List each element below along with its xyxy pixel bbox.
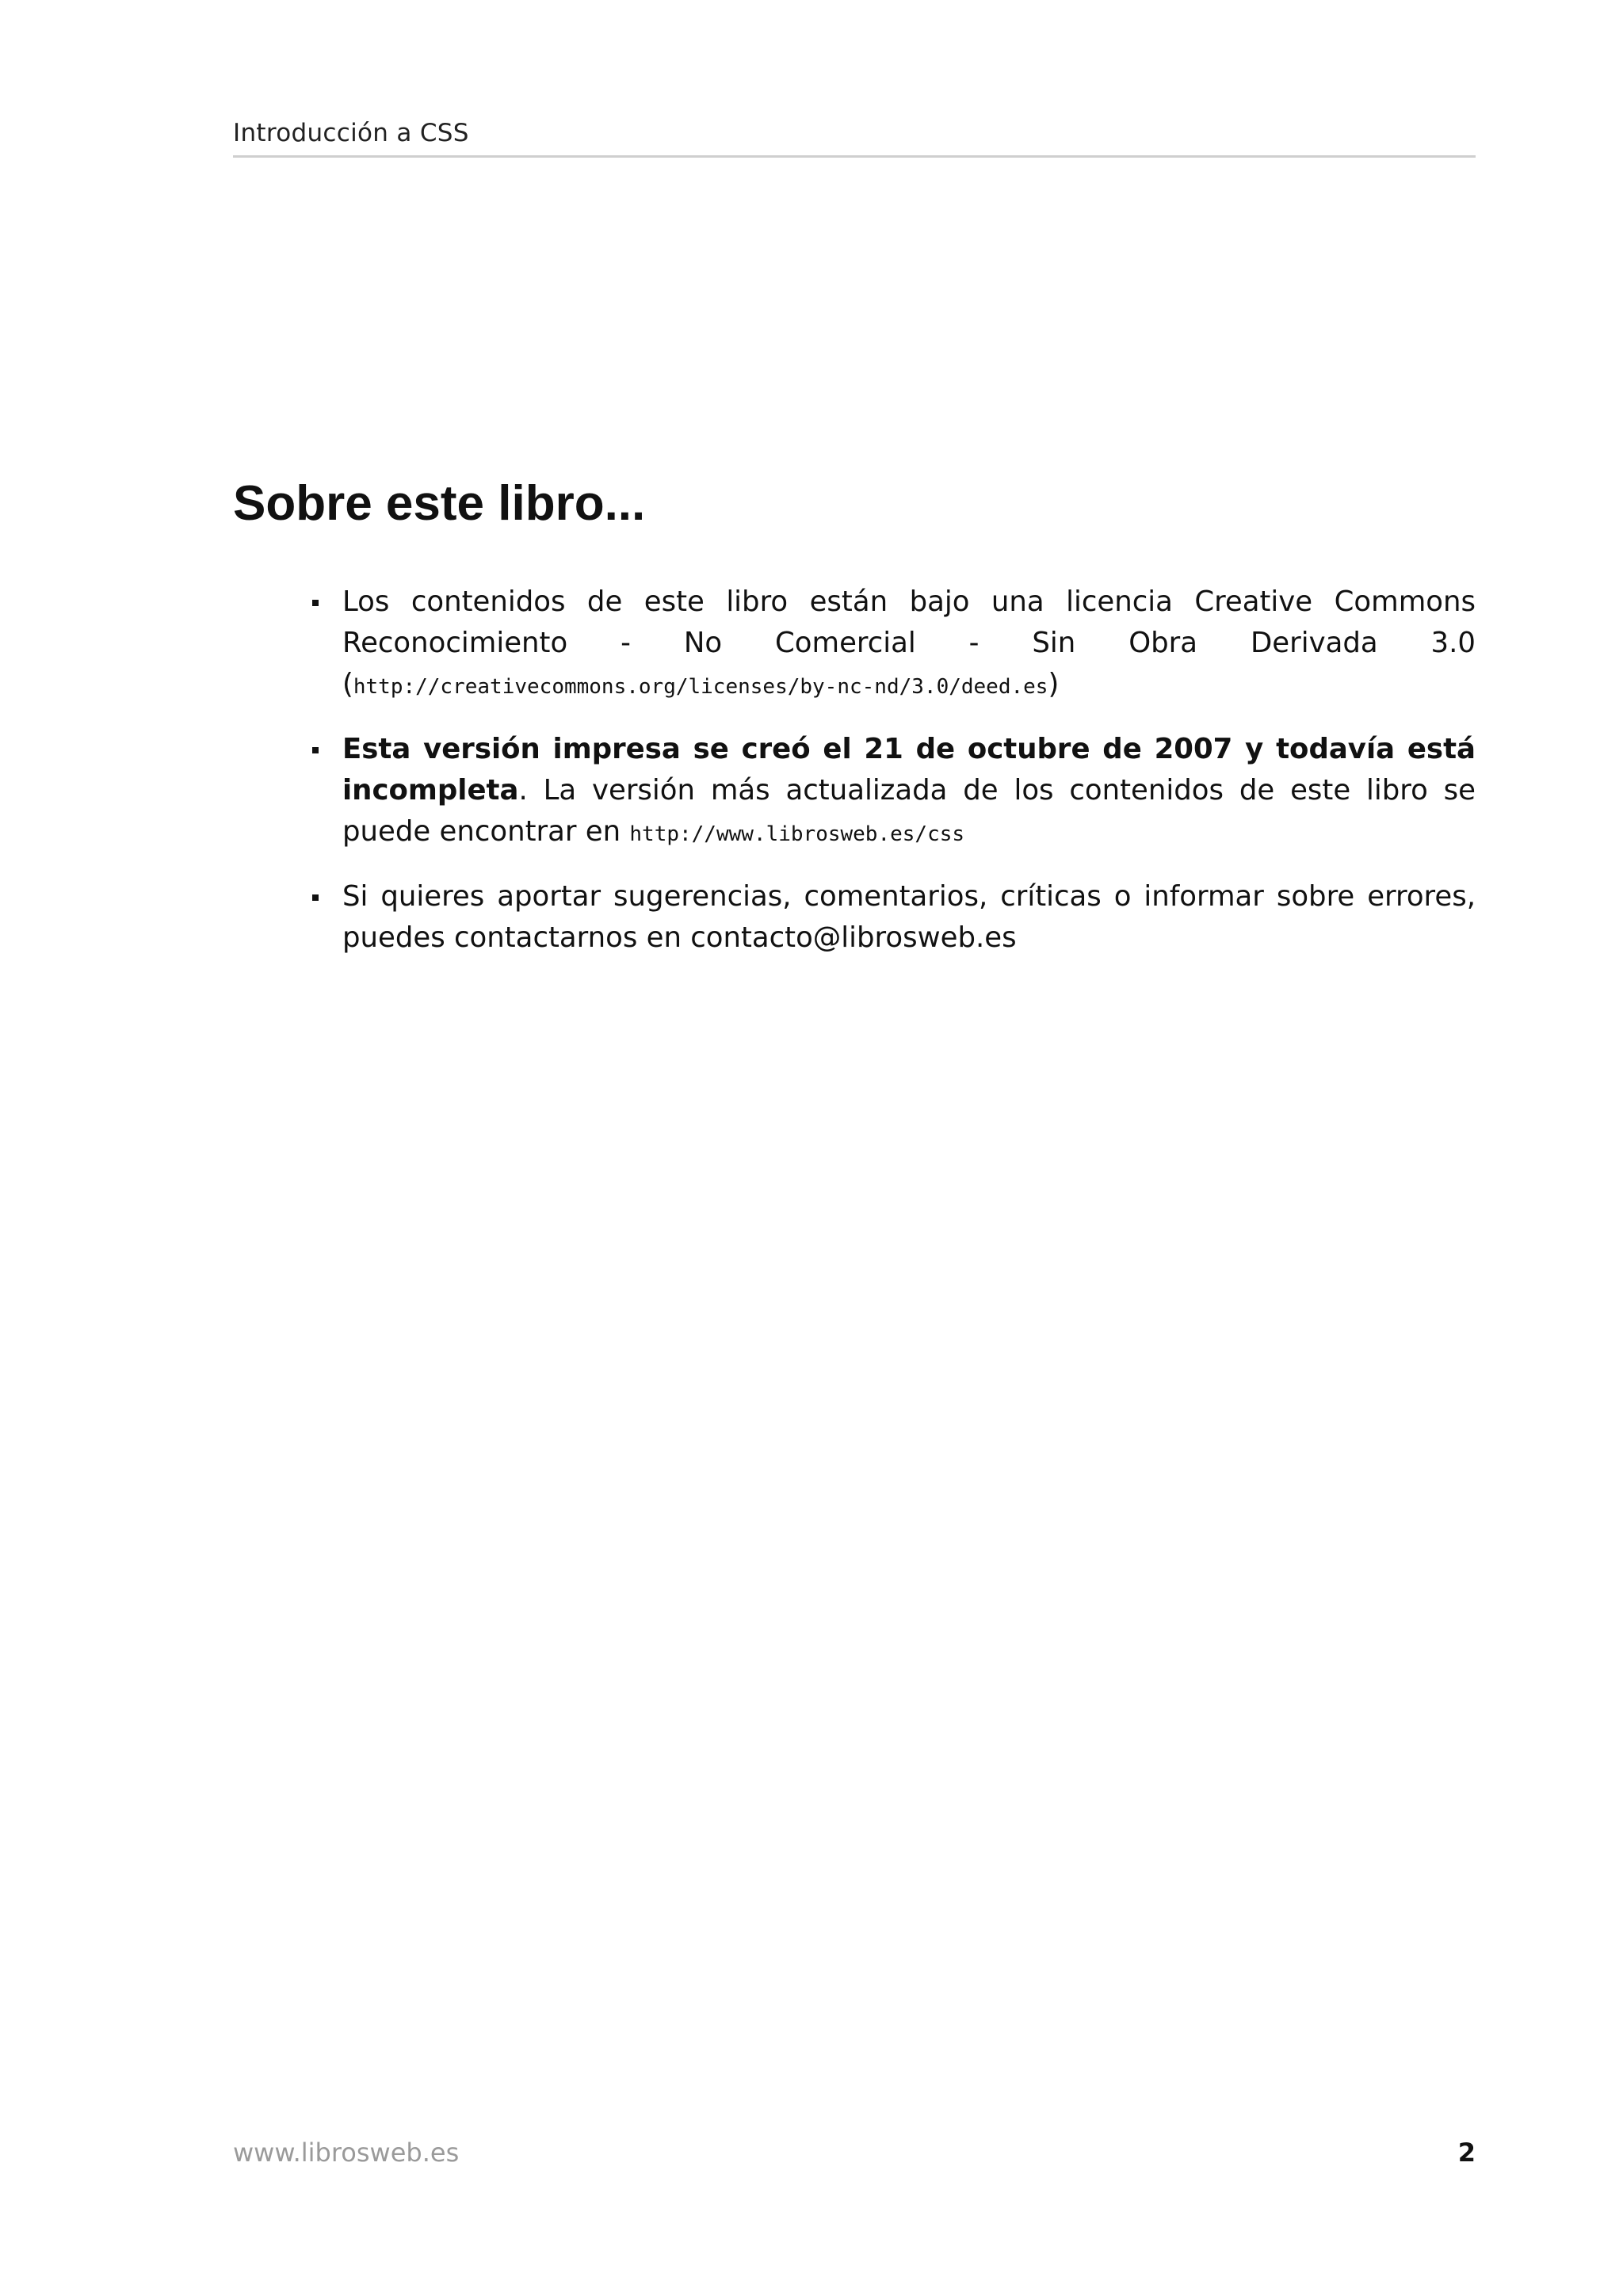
- bullet-list: [342, 582, 1476, 980]
- page-number: 2: [1457, 2138, 1476, 2168]
- square-bullet-icon: [312, 747, 319, 753]
- footer-site: www.librosweb.es: [233, 2138, 460, 2168]
- square-bullet-icon: [312, 600, 319, 606]
- list-item-version: [342, 729, 1476, 855]
- running-header: Introducción a CSS: [233, 119, 469, 147]
- contact-text: Si quieres aportar sugerencias, comentarios, críticas o informar sobre errores, puedes contactarnos en contacto@librosweb.es: [342, 880, 1476, 954]
- version-bold-text: Esta versión impresa se creó el 21 de octubre de 2007 y todavía está incompleta: [342, 733, 1476, 807]
- latest-version-link[interactable]: http://www.librosweb.es/css: [629, 822, 965, 846]
- license-text: Los contenidos de este libro están bajo una licencia Creative Commons Reconocimiento - No Comercial - Sin Obra Derivada 3.0 (: [342, 585, 1476, 700]
- section-title: Sobre este libro...: [233, 476, 646, 531]
- square-bullet-icon: [312, 894, 319, 901]
- license-link[interactable]: http://creativecommons.org/licenses/by-nc-nd/3.0/deed.es: [353, 675, 1048, 699]
- license-text-close: ): [1048, 668, 1060, 700]
- list-item-license: [342, 582, 1476, 707]
- version-text: . La versión más actualizada de los contenidos de este libro se puede encontrar en: [342, 774, 1476, 848]
- header-divider: [233, 155, 1476, 158]
- list-item-contact: [342, 876, 1476, 959]
